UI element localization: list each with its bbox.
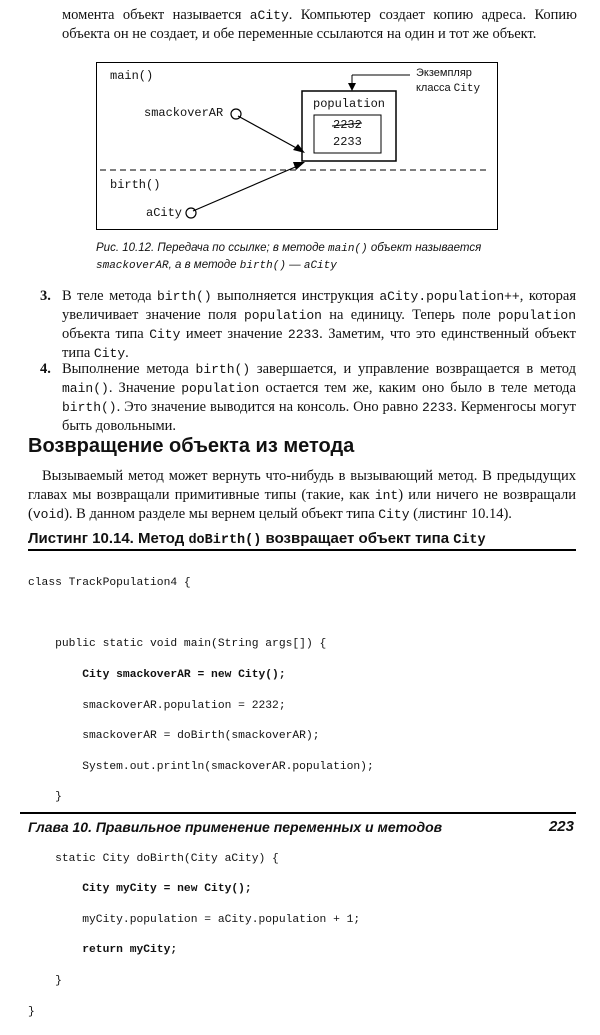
population-label: population [313,97,386,111]
listing-title: Листинг 10.14. Метод doBirth() возвращает объект типа City [28,530,576,551]
code-line: } [28,1005,35,1018]
smackover-arrow [238,116,300,150]
code-line: public static void main(String args[]) { [28,638,327,651]
footer-rule [20,812,576,814]
code-line: static City doBirth(City aCity) { [28,852,279,865]
code-line: System.out.println(smackoverAR.population); [28,760,374,773]
new-population-value: 2233 [333,135,362,149]
birth-label: birth() [110,178,161,192]
section-paragraph: Вызываемый метод может вернуть что-нибудь в вызывающий метод. В предыдущих главах мы возвращали примитивные типы (такие, как int) или ничего не возвращали (void). В данном разделе мы вернем целый объект типа City (листинг 10.14). [28,468,576,522]
code-line: City myCity = new City(); [28,883,252,896]
code-listing [28,561,374,1035]
code-line: } [28,975,62,988]
code-line: smackoverAR.population = 2232; [28,699,286,712]
code-line: return myCity; [28,944,178,957]
top-paragraph: момента объект называется aCity. Компьютер создает копию адреса. Копию объекта он не создает, и обе переменные ссылаются на один и тот же объект. [62,7,578,42]
code-line: smackoverAR = doBirth(smackoverAR); [28,730,320,743]
code-line: } [28,791,62,804]
code-line: myCity.population = aCity.population + 1; [28,913,361,926]
code-line: City smackoverAR = new City(); [28,669,286,682]
smackover-label: smackoverAR [144,106,224,120]
list-item-3: 3. В теле метода birth() выполняется инструкция aCity.population++, которая увеличивает значение поля population на единицу. Теперь поле population объекта типа City имеет значение 2233. Заметим, что это единственный объект типа City. [40,288,576,361]
instance-label: Экземпляр класса City [416,67,481,95]
figure-drawing [0,0,600,240]
figure-caption: Рис. 10.12. Передача по ссылке; в методе main() объект называется smackoverAR, а в методе birth() — aCity [96,242,482,272]
main-label: main() [110,69,154,83]
page-number: 223 [548,818,574,835]
acity-label: aCity [146,206,183,220]
code-line [28,607,374,622]
acity-arrow [193,165,300,211]
section-heading: Возвращение объекта из метода [28,435,355,457]
list-item-4: 4. Выполнение метода birth() завершается, и управление возвращается в метод main(). Значение population остается тем же, каким оно было в теле метода birth(). Это значение выводится на консоль. Оно равно 2233. Керменгосы могут быть довольными. [40,361,576,434]
code-line: class TrackPopulation4 { [28,577,191,590]
chapter-footer: Глава 10. Правильное применение переменных и методов [28,819,443,835]
acity-ref-circle [186,208,196,218]
old-population-value: 2232 [333,118,362,132]
